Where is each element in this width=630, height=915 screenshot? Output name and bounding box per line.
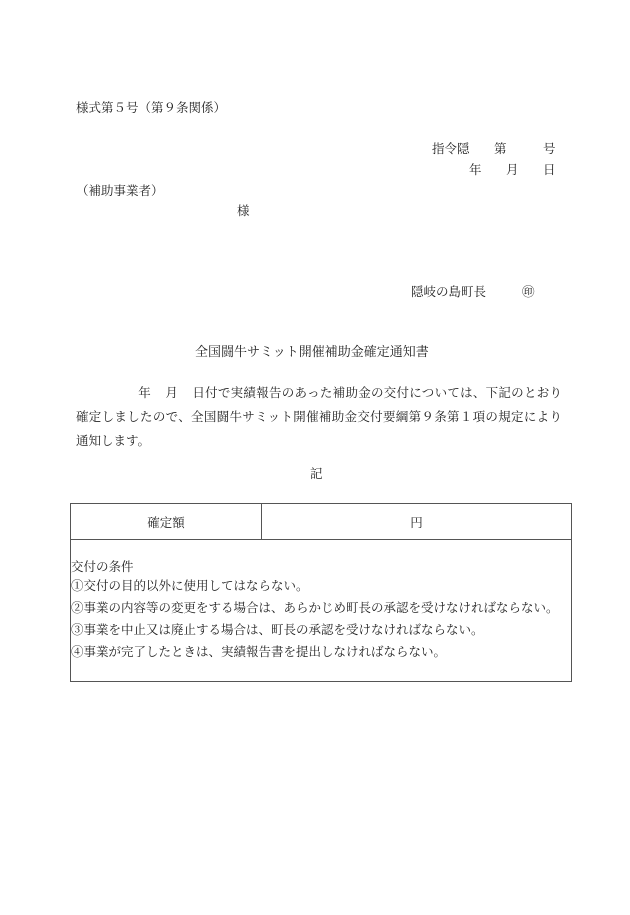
form-number: 様式第５号（第９条関係）	[76, 100, 227, 115]
amount-row	[71, 504, 572, 540]
body-month: 月	[165, 385, 179, 400]
condition-item: ①交付の目的以外に使用してはならない。	[71, 578, 309, 593]
order-number-dai: 第	[494, 141, 507, 156]
recipient-honorific: 様	[237, 203, 250, 218]
amount-label: 確定額	[147, 514, 185, 530]
date-month: 月	[506, 162, 519, 177]
issuer-name: 隠岐の島町長	[411, 284, 487, 299]
amount-value-cell	[262, 504, 572, 540]
amount-label-cell	[71, 504, 262, 540]
body-year: 年	[138, 385, 152, 400]
seal-mark: ㊞	[522, 284, 535, 299]
document-title: 全国闘牛サミット開催補助金確定通知書	[195, 345, 429, 360]
order-number-prefix: 指令隠	[432, 141, 470, 156]
conditions-title: 交付の条件	[71, 559, 134, 574]
amount-unit: 円	[410, 514, 423, 530]
date-day: 日	[543, 162, 556, 177]
conditions-row	[71, 540, 572, 682]
date-year: 年	[469, 162, 482, 177]
amount-conditions-table	[70, 503, 572, 682]
condition-item: ④事業が完了したときは、実績報告書を提出しなければならない。	[71, 644, 447, 659]
body-text: 日付で実績報告のあった補助金の交付については、下記のとおり確定しましたので、全国闘牛サミット開催補助金交付要綱第９条第１項の規定により通知します。	[76, 385, 562, 448]
order-number-go: 号	[543, 141, 556, 156]
conditions-cell	[71, 540, 572, 682]
condition-item: ③事業を中止又は廃止する場合は、町長の承認を受けなければならない。	[71, 622, 484, 637]
recipient-label: （補助事業者）	[76, 183, 164, 198]
body-paragraph	[76, 381, 562, 453]
ki-heading: 記	[310, 466, 323, 481]
condition-item: ②事業の内容等の変更をする場合は、あらかじめ町長の承認を受けなければならない。	[71, 600, 559, 615]
